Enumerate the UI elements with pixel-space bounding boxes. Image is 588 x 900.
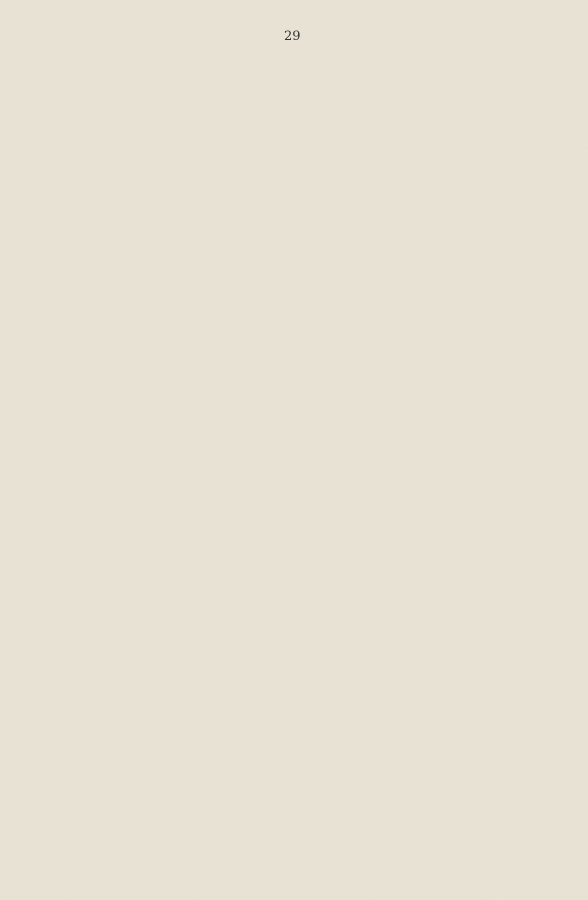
page-number: 29	[284, 29, 301, 44]
